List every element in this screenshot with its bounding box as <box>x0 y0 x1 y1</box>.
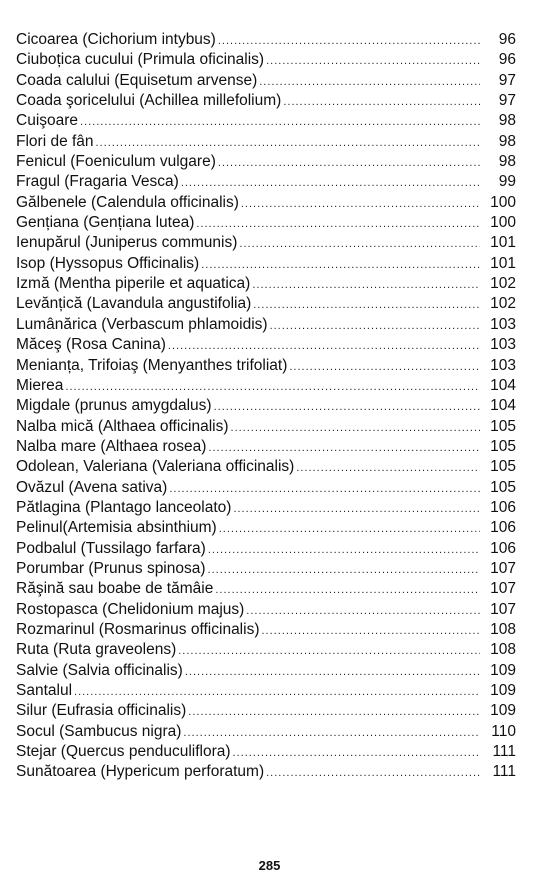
dot-leader <box>208 540 480 560</box>
toc-entry <box>16 396 516 416</box>
dot-leader <box>74 682 480 702</box>
dot-leader <box>253 295 480 315</box>
toc-entry-title: Măceş (Rosa Canina) <box>16 336 166 354</box>
toc-entry-page: 104 <box>490 376 516 394</box>
toc-entry-title: Socul (Sambucus nigra) <box>16 722 182 740</box>
toc-entry <box>16 335 516 355</box>
toc-entry <box>16 457 516 477</box>
toc-entry-title: Ovăzul (Avena sativa) <box>16 478 168 496</box>
toc-entry-title: Rostopasca (Chelidonium majus) <box>16 600 245 618</box>
toc-entry <box>16 152 516 172</box>
toc-entry-title: Migdale (prunus amygdalus) <box>16 397 212 415</box>
toc-entry-page: 101 <box>490 234 516 252</box>
toc-entry <box>16 294 516 314</box>
toc-entry <box>16 742 516 762</box>
dot-leader <box>231 418 480 438</box>
toc-entry <box>16 254 516 274</box>
toc-entry-title: Rozmarinul (Rosmarinus officinalis) <box>16 620 260 638</box>
toc-entry-page: 106 <box>490 498 516 516</box>
dot-leader <box>215 580 480 600</box>
toc-entry-page: 97 <box>498 71 516 89</box>
toc-entry <box>16 50 516 70</box>
toc-entry-page: 109 <box>490 682 516 699</box>
toc-entry <box>16 701 516 721</box>
toc-entry-page: 111 <box>492 743 516 761</box>
dot-leader <box>208 560 480 580</box>
toc-entry <box>16 233 516 253</box>
toc-entry-page: 105 <box>490 458 516 476</box>
toc-entry-title: Ciuboțica cucului (Primula oficinalis) <box>16 51 265 69</box>
toc-entry-page: 98 <box>498 153 516 171</box>
toc-entry-title: Ruta (Ruta graveolens) <box>16 641 177 659</box>
toc-entry-title: Odolean, Valeriana (Valeriana officinalis) <box>16 458 295 476</box>
toc-entry-page: 100 <box>490 214 516 232</box>
toc-entry-page: 102 <box>490 275 516 293</box>
toc-entry-title: Isop (Hyssopus Officinalis) <box>16 254 200 272</box>
toc-entry-title: Răşină sau boabe de tămâie <box>16 580 214 598</box>
toc-entry <box>16 518 516 538</box>
toc-entry <box>16 478 516 498</box>
dot-leader <box>96 133 480 153</box>
toc-entry <box>16 356 516 376</box>
toc-entry-title: Flori de fân <box>16 132 94 150</box>
toc-entry-title: Silur (Eufrasia officinalis) <box>16 702 187 720</box>
dot-leader <box>246 601 480 621</box>
dot-leader <box>252 275 480 295</box>
toc-entry-page: 109 <box>490 702 516 720</box>
dot-leader <box>218 153 480 173</box>
dot-leader <box>241 194 480 214</box>
toc-entry-title: Gențiana (Gențiana lutea) <box>16 214 195 232</box>
toc-entry-page: 105 <box>490 417 516 435</box>
toc-entry-page: 103 <box>490 356 516 374</box>
dot-leader <box>261 621 480 641</box>
toc-entry-title: Gălbenele (Calendula officinalis) <box>16 193 239 211</box>
toc-entry-title: Levănțică (Lavandula angustifolia) <box>16 295 252 313</box>
dot-leader <box>65 377 480 397</box>
toc-entry <box>16 539 516 559</box>
toc-entry-page: 106 <box>490 539 516 557</box>
dot-leader <box>208 438 480 458</box>
toc-entry-title: Ienupărul (Juniperus communis) <box>16 234 238 252</box>
toc-entry-title: Porumbar (Prunus spinosa) <box>16 559 206 577</box>
dot-leader <box>266 51 480 71</box>
dot-leader <box>283 92 480 112</box>
toc-entry-page: 96 <box>498 31 516 48</box>
dot-leader <box>181 173 480 193</box>
toc-entry-title: Menianța, Trifoiaş (Menyanthes trifoliat) <box>16 356 288 374</box>
toc-entry-title: Izmă (Mentha piperile et aquatica) <box>16 275 251 293</box>
toc-entry-title: Nalba mare (Althaea rosea) <box>16 437 207 455</box>
toc-entry-page: 98 <box>498 112 516 130</box>
toc-entry-page: 110 <box>491 722 516 740</box>
toc-entry <box>16 417 516 437</box>
table-of-contents <box>16 30 516 783</box>
toc-entry <box>16 722 516 742</box>
toc-entry-title: Nalba mică (Althaea officinalis) <box>16 417 229 435</box>
toc-entry-title: Lumânărica (Verbascum phlamoidis) <box>16 315 268 333</box>
dot-leader <box>188 702 480 722</box>
dot-leader <box>233 499 480 519</box>
dot-leader <box>259 72 480 92</box>
toc-entry-page: 98 <box>498 132 516 150</box>
toc-entry-title: Cicoarea (Cichorium intybus) <box>16 31 216 48</box>
toc-entry-page: 100 <box>490 193 516 211</box>
toc-entry <box>16 559 516 579</box>
toc-entry-title: Cuişoare <box>16 112 79 130</box>
toc-entry-page: 99 <box>498 173 516 191</box>
toc-entry <box>16 600 516 620</box>
dot-leader <box>214 397 480 417</box>
toc-entry <box>16 661 516 681</box>
toc-entry <box>16 213 516 233</box>
toc-entry-title: Santalul <box>16 682 73 699</box>
toc-entry <box>16 315 516 335</box>
toc-entry <box>16 91 516 111</box>
toc-entry <box>16 681 516 701</box>
toc-entry-page: 107 <box>490 559 516 577</box>
dot-leader <box>201 255 480 275</box>
toc-entry-title: Pătlagina (Plantago lanceolato) <box>16 498 232 516</box>
toc-entry-title: Coada calului (Equisetum arvense) <box>16 71 258 89</box>
dot-leader <box>239 234 480 254</box>
toc-entry <box>16 640 516 660</box>
dot-leader <box>233 743 480 763</box>
toc-entry <box>16 132 516 152</box>
toc-entry-title: Fragul (Fragaria Vesca) <box>16 173 179 191</box>
dot-leader <box>270 316 480 336</box>
toc-entry-page: 108 <box>490 620 516 638</box>
toc-entry-title: Salvie (Salvia officinalis) <box>16 661 183 679</box>
toc-entry-page: 107 <box>490 580 516 598</box>
dot-leader <box>178 641 480 661</box>
toc-entry-title: Sunătoarea (Hypericum perforatum) <box>16 763 265 781</box>
toc-entry-page: 103 <box>490 336 516 354</box>
toc-entry <box>16 30 516 50</box>
dot-leader <box>196 214 480 234</box>
toc-entry-page: 105 <box>490 478 516 496</box>
toc-entry-page: 104 <box>490 397 516 415</box>
toc-entry-title: Pelinul(Artemisia absinthium) <box>16 519 217 537</box>
toc-entry-page: 108 <box>490 641 516 659</box>
dot-leader <box>80 112 480 132</box>
toc-entry <box>16 193 516 213</box>
dot-leader <box>218 31 480 51</box>
toc-entry-page: 101 <box>490 254 516 272</box>
dot-leader <box>183 723 480 743</box>
dot-leader <box>219 519 480 539</box>
toc-entry-page: 109 <box>490 661 516 679</box>
toc-entry <box>16 498 516 518</box>
toc-entry <box>16 437 516 457</box>
dot-leader <box>266 763 480 783</box>
toc-entry <box>16 620 516 640</box>
dot-leader <box>296 458 480 478</box>
toc-entry-page: 105 <box>490 437 516 455</box>
toc-entry <box>16 579 516 599</box>
toc-entry <box>16 172 516 192</box>
toc-entry-title: Mierea <box>16 376 64 394</box>
toc-entry-page: 107 <box>490 600 516 618</box>
toc-entry-page: 97 <box>498 92 516 110</box>
toc-entry-page: 111 <box>492 763 516 781</box>
toc-entry-title: Fenicul (Foeniculum vulgare) <box>16 153 216 171</box>
dot-leader <box>289 357 480 377</box>
toc-entry <box>16 274 516 294</box>
toc-entry <box>16 71 516 91</box>
page-number: 285 <box>258 858 281 873</box>
dot-leader <box>185 662 480 682</box>
toc-entry-page: 103 <box>490 315 516 333</box>
toc-entry <box>16 376 516 396</box>
toc-entry-page: 106 <box>490 519 516 537</box>
dot-leader <box>168 336 480 356</box>
dot-leader <box>169 479 480 499</box>
toc-entry <box>16 762 516 782</box>
toc-entry-page: 96 <box>498 51 516 69</box>
toc-entry-title: Stejar (Quercus penduculiflora) <box>16 743 231 761</box>
toc-entry-title: Coada şoricelului (Achillea millefolium) <box>16 92 282 110</box>
toc-entry <box>16 111 516 131</box>
toc-entry-title: Podbalul (Tussilago farfara) <box>16 539 206 557</box>
toc-entry-page: 102 <box>490 295 516 313</box>
